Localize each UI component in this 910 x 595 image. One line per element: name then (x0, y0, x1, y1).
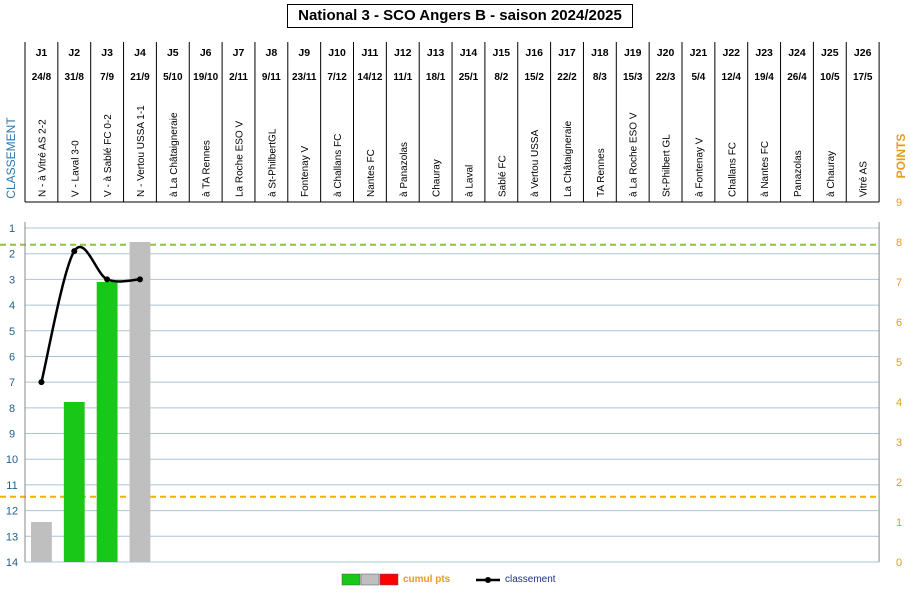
right-tick-label: 2 (895, 477, 903, 489)
legend-classement-label: classement (505, 574, 556, 585)
match-label: Vitré AS (858, 161, 870, 197)
round-label: J15 (492, 47, 511, 59)
round-date: 11/1 (393, 72, 413, 83)
points-bar (64, 402, 85, 562)
left-tick-label: 9 (8, 428, 16, 441)
round-label: J16 (525, 47, 543, 59)
match-label: V - à Sablé FC 0-2 (103, 114, 115, 197)
legend-marker (485, 577, 491, 583)
match-label: à La Châtaigneraie (168, 112, 180, 197)
round-date: 15/2 (524, 72, 544, 83)
left-tick-label: 8 (8, 402, 16, 415)
round-date: 7/12 (327, 72, 347, 83)
match-label: à Panazolas (398, 141, 410, 197)
points-bars (31, 242, 150, 562)
classement-point (104, 276, 110, 282)
right-tick-label: 1 (895, 517, 903, 529)
classement-point (71, 248, 77, 254)
round-label: J14 (459, 47, 478, 59)
match-label: à Fontenay V (694, 137, 706, 197)
left-axis-label: CLASSEMENT (4, 117, 18, 199)
round-label: J3 (101, 47, 113, 59)
round-date: 31/8 (64, 72, 85, 83)
round-label: J23 (755, 47, 773, 59)
round-label: J26 (853, 47, 872, 59)
legend-swatch (380, 574, 398, 585)
right-tick-label: 9 (895, 197, 903, 209)
round-label: J12 (394, 47, 412, 59)
left-tick-label: 2 (8, 248, 16, 261)
round-date: 21/9 (130, 72, 150, 83)
left-tick-label: 4 (8, 300, 16, 313)
left-tick-label: 1 (8, 223, 16, 235)
round-date: 9/11 (261, 72, 281, 83)
right-tick-label: 6 (895, 317, 903, 329)
match-label: à La Roche ESO V (628, 112, 640, 197)
round-date: 5/4 (691, 72, 706, 83)
round-label: J4 (134, 47, 146, 59)
match-label: Challans FC (727, 141, 739, 197)
classement-series-line (41, 247, 140, 382)
round-date: 14/12 (357, 72, 383, 83)
round-date: 7/9 (100, 72, 115, 83)
round-date: 18/1 (425, 72, 446, 83)
round-date: 19/4 (754, 72, 774, 83)
round-date: 5/10 (163, 72, 183, 83)
round-label: J11 (361, 47, 379, 59)
legend-swatch (342, 574, 360, 585)
right-tick-label: 4 (895, 397, 903, 409)
classement-point (38, 379, 44, 385)
match-label: à Vertou USSA (530, 129, 542, 197)
match-label: à TA Rennes (201, 140, 213, 197)
round-date: 8/3 (592, 72, 607, 83)
match-label: Panazolas (792, 150, 804, 197)
round-label: J25 (821, 47, 839, 59)
match-label: Chauray (431, 159, 443, 197)
left-tick-label: 6 (8, 351, 16, 364)
classement-point (137, 276, 143, 282)
match-label: N - à Vitré AS 2-2 (37, 119, 49, 197)
match-label: N - Vertou USSA 1-1 (135, 105, 147, 197)
left-tick-label: 11 (6, 479, 18, 492)
round-date: 22/3 (655, 72, 676, 83)
right-tick-label: 3 (895, 437, 903, 449)
round-date: 22/2 (557, 72, 577, 83)
round-label: J6 (199, 47, 212, 59)
left-tick-label: 5 (8, 325, 16, 338)
right-tick-label: 7 (895, 277, 903, 289)
match-label: à Nantes FC (760, 140, 772, 197)
points-bar (130, 242, 151, 562)
header-grid (25, 42, 879, 202)
round-label: J24 (788, 47, 806, 59)
round-date: 17/5 (852, 72, 873, 83)
left-tick-label: 13 (5, 531, 19, 544)
round-label: J17 (558, 47, 576, 59)
round-label: J10 (328, 47, 346, 59)
round-date: 26/4 (787, 72, 807, 83)
round-label: J7 (232, 47, 245, 59)
round-date: 15/3 (622, 72, 643, 83)
left-tick-label: 14 (5, 557, 19, 569)
round-label: J18 (591, 47, 609, 59)
right-tick-label: 5 (895, 357, 903, 369)
points-bar (97, 282, 118, 562)
round-label: J13 (426, 47, 445, 59)
round-label: J21 (689, 47, 708, 59)
right-tick-label: 8 (895, 237, 903, 249)
round-date: 2/11 (229, 72, 248, 83)
match-label: La Roche ESO V (234, 120, 246, 197)
round-date: 24/8 (31, 72, 52, 83)
match-label: à St-PhilbertGL (267, 128, 279, 197)
gridlines (25, 228, 879, 562)
round-label: J1 (35, 47, 48, 59)
match-label: V - Laval 3-0 (70, 140, 82, 197)
match-label: Nantes FC (365, 149, 377, 197)
left-tick-label: 7 (8, 377, 16, 390)
match-label: TA Rennes (595, 148, 607, 197)
legend-cumul-label: cumul pts (403, 574, 451, 585)
match-label: St-Philbert GL (661, 134, 673, 197)
classement-line (38, 247, 143, 385)
match-label: Sablé FC (497, 155, 509, 197)
left-tick-label: 10 (5, 454, 19, 467)
match-label: à Laval (464, 164, 476, 197)
legend-swatch (361, 574, 379, 585)
match-label: à Chauray (825, 150, 837, 197)
round-date: 10/5 (820, 72, 840, 83)
round-label: J20 (656, 47, 675, 59)
round-label: J2 (68, 47, 81, 59)
round-date: 23/11 (291, 72, 317, 83)
match-label: Fontenay V (300, 145, 312, 197)
points-bar (31, 522, 52, 562)
round-date: 25/1 (458, 72, 479, 83)
round-label: J8 (265, 47, 278, 59)
round-label: J19 (623, 47, 642, 59)
round-date: 12/4 (721, 72, 742, 83)
right-axis-label: POINTS (894, 133, 908, 179)
chart-title: National 3 - SCO Angers B - saison 2024/2025 (287, 4, 633, 28)
round-label: J22 (722, 47, 741, 59)
right-tick-label: 0 (895, 557, 903, 569)
match-label: à Challans FC (333, 133, 345, 197)
left-tick-label: 12 (5, 505, 19, 518)
round-label: J9 (298, 47, 311, 59)
round-date: 19/10 (193, 72, 219, 83)
round-label: J5 (166, 47, 179, 59)
match-label: La Châtaigneraie (563, 120, 575, 197)
left-tick-label: 3 (8, 274, 16, 287)
round-date: 8/2 (494, 72, 509, 83)
